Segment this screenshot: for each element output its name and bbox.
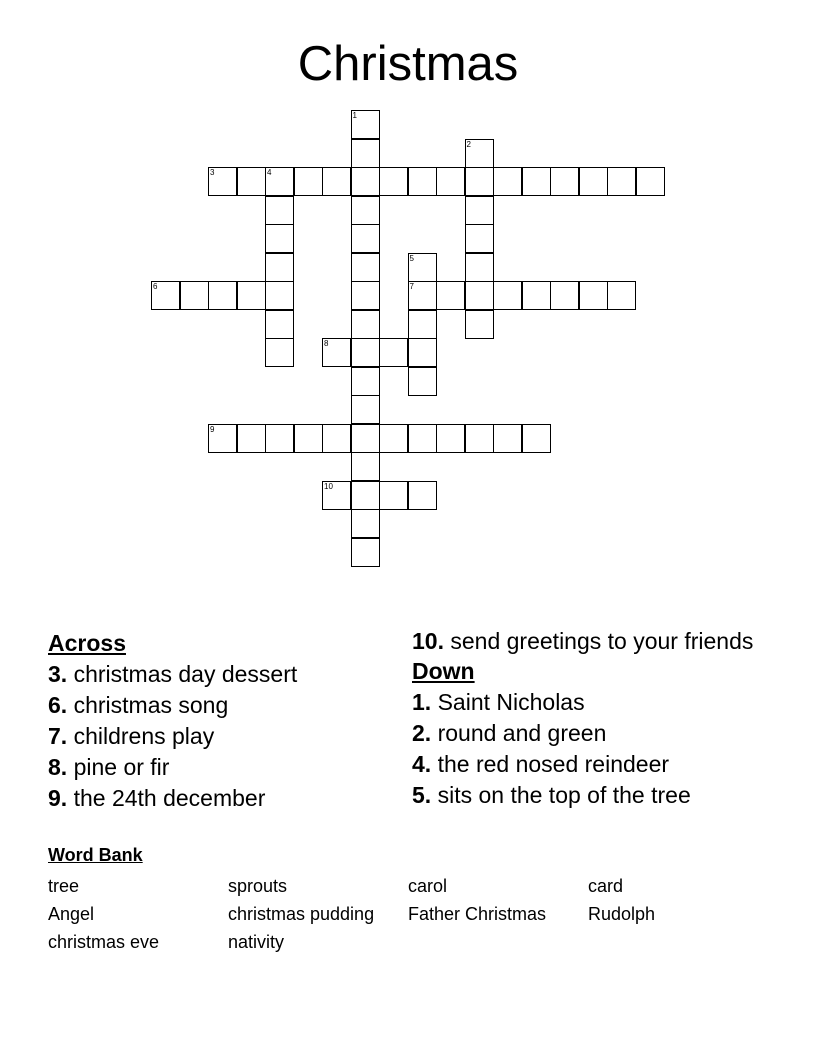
crossword-cell[interactable] [265,224,294,253]
word-bank-item: christmas pudding [228,904,375,924]
crossword-cell[interactable] [522,281,551,310]
crossword-cell[interactable] [436,167,465,196]
crossword-cell[interactable] [493,281,522,310]
clue-across-9: 9. the 24th december [48,785,266,811]
crossword-cell[interactable] [607,281,636,310]
crossword-cell[interactable] [379,424,408,453]
crossword-cell[interactable] [465,139,494,168]
crossword-cell[interactable] [579,167,608,196]
word-bank-item: christmas eve [48,932,160,952]
word-bank-item: sprouts [228,876,288,896]
crossword-cell[interactable] [408,253,437,282]
crossword-cell[interactable] [408,424,437,453]
crossword-cell[interactable] [465,196,494,225]
crossword-cell[interactable] [237,167,266,196]
crossword-cell[interactable] [522,167,551,196]
clue-number: 7 [409,282,414,291]
word-bank-item: nativity [228,932,285,952]
clue-down-2: 2. round and green [412,720,607,746]
crossword-cell[interactable] [351,253,380,282]
word-bank-item: carol [408,876,448,896]
crossword-cell[interactable] [436,281,465,310]
crossword-cell[interactable] [265,167,294,196]
crossword-cell[interactable] [465,224,494,253]
word-bank-item: Rudolph [588,904,656,924]
crossword-cell[interactable] [408,281,437,310]
crossword-cell[interactable] [322,167,351,196]
crossword-cell[interactable] [408,481,437,510]
crossword-cell[interactable] [351,110,380,139]
word-bank-item: tree [48,876,80,896]
clue-down-1: 1. Saint Nicholas [412,689,585,715]
crossword-cell[interactable] [265,338,294,367]
crossword-cell[interactable] [351,196,380,225]
crossword-cell[interactable] [322,481,351,510]
crossword-cell[interactable] [237,424,266,453]
crossword-cell[interactable] [351,224,380,253]
word-bank-item: card [588,876,624,896]
crossword-cell[interactable] [465,424,494,453]
crossword-cell[interactable] [351,452,380,481]
clues-column-right [412,628,772,811]
crossword-cell[interactable] [379,167,408,196]
crossword-cell[interactable] [351,167,380,196]
clue-down-4: 4. the red nosed reindeer [412,751,670,777]
crossword-cell[interactable] [208,281,237,310]
crossword-cell[interactable] [265,281,294,310]
crossword-cell[interactable] [465,310,494,339]
clue-across-6: 6. christmas song [48,692,229,718]
crossword-cell[interactable] [351,424,380,453]
clues-column-left [48,628,398,814]
crossword-cell[interactable] [465,167,494,196]
crossword-cell[interactable] [408,367,437,396]
clue-number: 5 [409,253,414,263]
crossword-cell[interactable] [379,481,408,510]
crossword-cell[interactable] [351,538,380,567]
crossword-cell[interactable] [151,281,180,310]
crossword-cell[interactable] [351,481,380,510]
clue-number: 1 [352,111,357,120]
crossword-cell[interactable] [550,167,579,196]
crossword-cell[interactable] [493,424,522,453]
clue-across-7: 7. childrens play [48,723,215,749]
crossword-cell[interactable] [408,167,437,196]
crossword-cell[interactable] [351,310,380,339]
crossword-cell[interactable] [294,167,323,196]
word-bank-title: Word Bank [48,845,143,865]
word-bank-item: Father Christmas [408,904,547,924]
clue-down-5: 5. sits on the top of the tree [412,782,691,808]
crossword-cell[interactable] [208,424,237,453]
crossword-cell[interactable] [265,424,294,453]
crossword-cell[interactable] [351,338,380,367]
crossword-cell[interactable] [351,281,380,310]
crossword-cell[interactable] [550,281,579,310]
clue-number: 4 [267,168,272,177]
crossword-cell[interactable] [294,424,323,453]
crossword-cell[interactable] [322,338,351,367]
crossword-cell[interactable] [465,281,494,310]
down-header: Down [412,658,475,684]
clue-across-3: 3. christmas day dessert [48,661,298,687]
crossword-cell[interactable] [265,253,294,282]
clue-number: 10 [324,481,333,491]
crossword-cell[interactable] [408,310,437,339]
crossword-cell[interactable] [379,338,408,367]
clue-number: 2 [466,139,471,149]
crossword-cell[interactable] [579,281,608,310]
crossword-cell[interactable] [351,395,380,424]
clue-across-8: 8. pine or fir [48,754,170,780]
crossword-cell[interactable] [237,281,266,310]
crossword-cell[interactable] [493,167,522,196]
clue-number: 8 [324,339,329,348]
crossword-cell[interactable] [322,424,351,453]
clue-across-10: 10. send greetings to your friends [412,628,754,654]
crossword-cell[interactable] [265,196,294,225]
crossword-cell[interactable] [208,167,237,196]
crossword-cell[interactable] [522,424,551,453]
crossword-cell[interactable] [351,509,380,538]
crossword-cell[interactable] [607,167,636,196]
crossword-cell[interactable] [351,139,380,168]
crossword-cell[interactable] [436,424,465,453]
across-header: Across [48,630,126,656]
crossword-cell[interactable] [265,310,294,339]
crossword-cell[interactable] [636,167,665,196]
crossword-cell[interactable] [408,338,437,367]
word-bank-item: Angel [48,904,95,924]
crossword-cell[interactable] [180,281,209,310]
clue-number: 3 [210,168,215,177]
clue-number: 6 [153,282,158,291]
crossword-cell[interactable] [465,253,494,282]
puzzle-title: Christmas [297,37,519,91]
crossword-cell[interactable] [351,367,380,396]
clue-number: 9 [210,424,215,434]
